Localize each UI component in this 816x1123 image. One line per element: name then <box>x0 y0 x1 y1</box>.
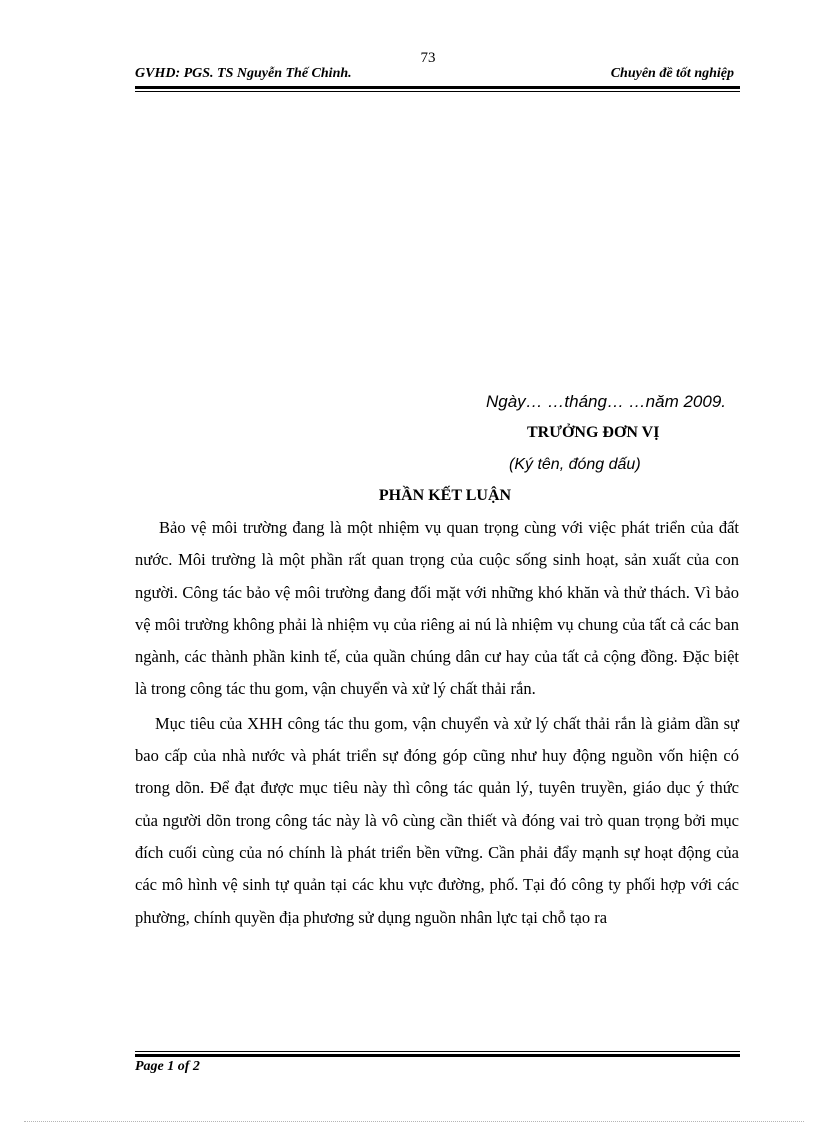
header-document-type: Chuyên đề tốt nghiệp <box>610 66 734 81</box>
page-bottom-border <box>24 1121 804 1122</box>
header-rule-thick <box>135 86 740 89</box>
signature-date-line: Ngày… …tháng… …năm 2009. <box>486 392 727 411</box>
page-number: 73 <box>420 50 436 66</box>
paragraph: Bảo vệ môi trường đang là một nhiệm vụ quan trọng cùng với việc phát triển của đất nước. Môi trường là một phần rất quan trọng của cuộc sống sinh hoạt, sản xuất của con người. Công tác bảo vệ môi trường đang đối mặt với những khó khăn và thử thách. Vì bảo vệ môi trường không phải là nhiệm vụ của riêng ai nú là nhiệm vụ chung của tất cả các ban ngành, các thành phần kinh tế, của quần chúng dân cư hay của tất cả cộng đồng. Đặc biệt là trong công tác thu gom, vận chuyển và xử lý chất thải rắn. <box>135 518 739 699</box>
paragraph: Mục tiêu của XHH công tác thu gom, vận chuyển và xử lý chất thải rắn là giảm dần sự bao cấp của nhà nước và phát triển sự đóng góp cũng như huy động nguồn vốn hiện có trong dõn. Để đạt được mục tiêu này thì công tác quản lý, tuyên truyền, giáo dục ý thức của người dõn trong công tác này là vô cùng cần thiết và đóng vai trò quan trọng bởi mục đích cuối cùng của nó chính là phát triển bền vững. Cần phải đẩy mạnh sự hoạt động của các mô hình vệ sinh tự quản tại các khu vực đường, phố. Tại đó công ty phối hợp với các phường, chính quyền địa phương sử dụng nguồn nhân lực tại chỗ tạo ra <box>135 713 739 927</box>
body-text <box>135 512 739 934</box>
footer-page-indicator: Page 1 of 2 <box>135 1059 200 1074</box>
signature-title: TRƯỞNG ĐƠN VỊ <box>527 424 660 441</box>
page-header <box>135 66 740 84</box>
footer-rule-thin <box>135 1051 740 1052</box>
header-rule-thin <box>135 91 740 92</box>
section-title: PHẦN KẾT LUẬN <box>378 487 512 504</box>
footer-rule-thick <box>135 1054 740 1057</box>
header-advisor: GVHD: PGS. TS Nguyễn Thế Chinh. <box>135 66 352 81</box>
signature-note: (Ký tên, đóng dấu) <box>509 456 641 473</box>
